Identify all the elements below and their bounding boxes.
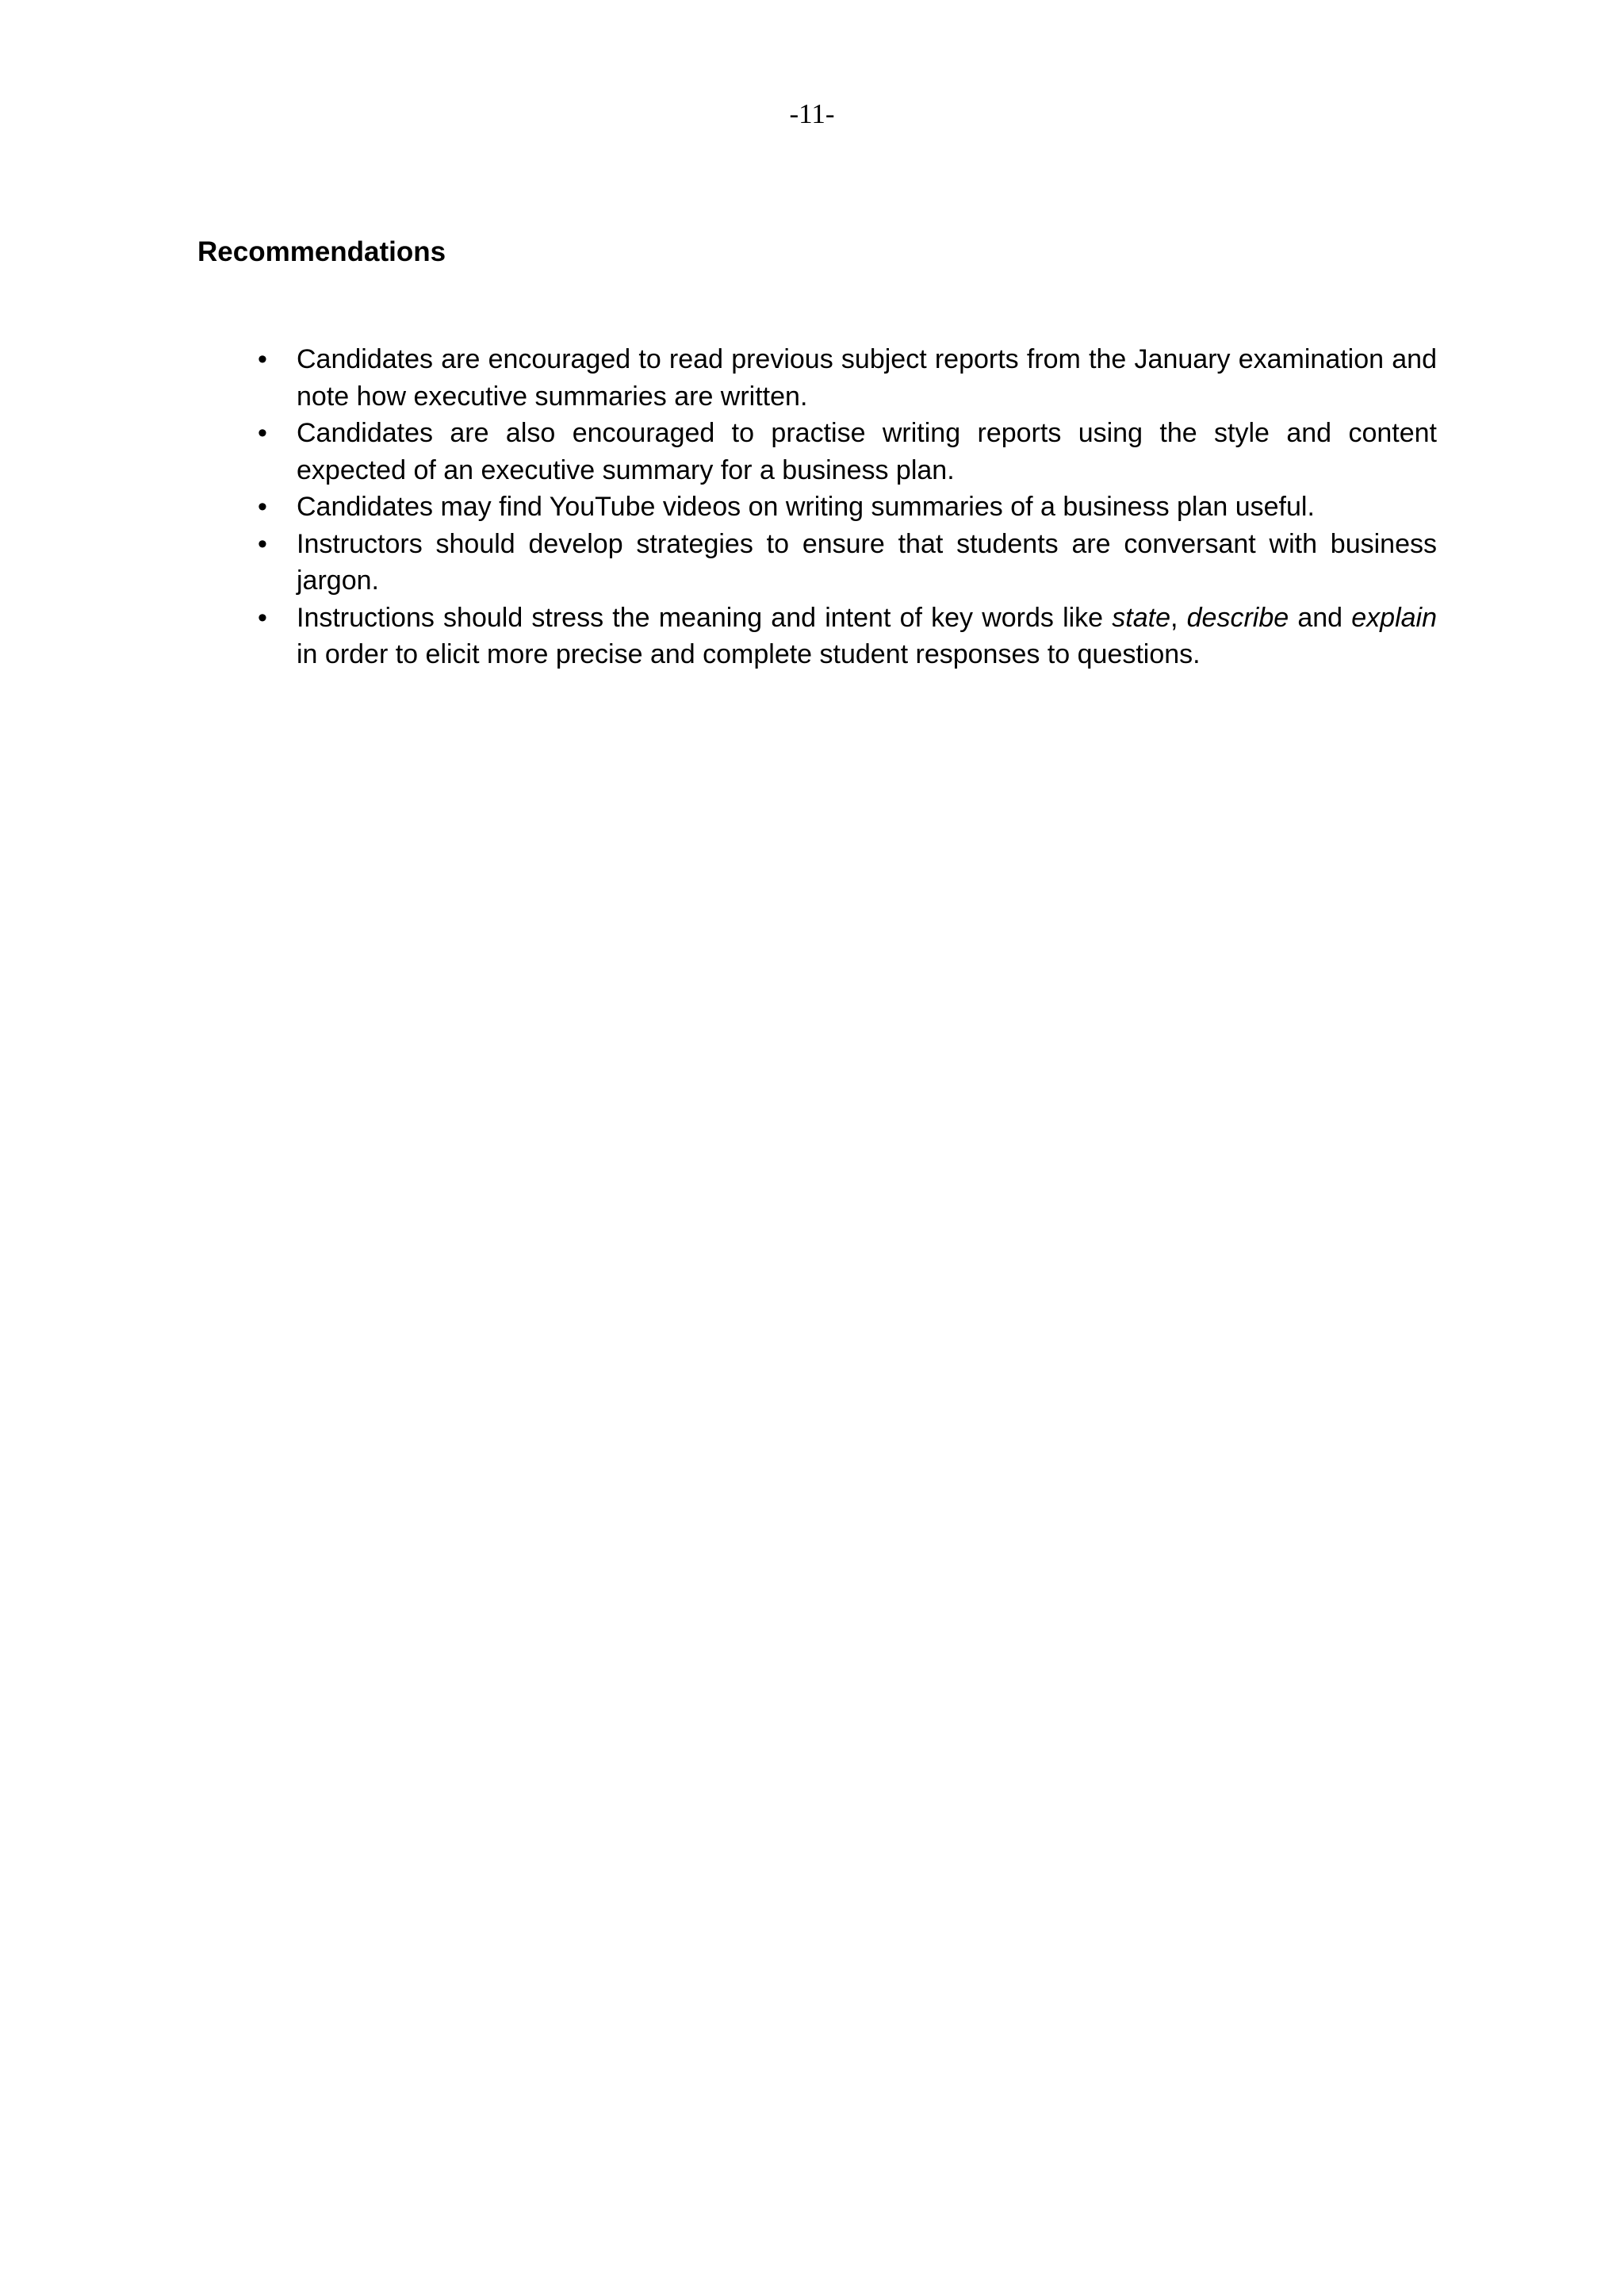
emphasis-state: state xyxy=(1112,602,1170,633)
section-heading: Recommendations xyxy=(197,236,446,267)
bullet-icon: • xyxy=(258,528,267,559)
list-item xyxy=(258,526,1437,600)
text-segment: Instructions should stress the meaning and intent of key words like xyxy=(297,602,1113,633)
page-number: -11- xyxy=(789,98,835,129)
list-item-text: Candidates are encouraged to read previous subject reports from the January examination and note how executive summaries are written. xyxy=(297,344,1437,412)
list-item-text: Candidates are also encouraged to practise writing reports using the style and content expected of an executive summary for a business plan. xyxy=(297,418,1437,485)
emphasis-describe: describe xyxy=(1186,602,1289,633)
emphasis-explain: explain xyxy=(1351,602,1437,633)
recommendations-list xyxy=(258,341,1437,673)
bullet-icon: • xyxy=(258,602,267,633)
list-item xyxy=(258,415,1437,489)
bullet-icon: • xyxy=(258,418,267,448)
list-item xyxy=(258,489,1437,526)
list-item xyxy=(258,341,1437,415)
text-segment: and xyxy=(1289,602,1352,633)
list-item-text xyxy=(297,603,1437,670)
bullet-icon: • xyxy=(258,344,267,374)
list-item-text: Instructors should develop strategies to ensure that students are conversant with business jargon. xyxy=(297,528,1437,596)
list-item xyxy=(258,600,1437,673)
bullet-icon: • xyxy=(258,492,267,522)
text-segment: , xyxy=(1170,602,1187,633)
list-item-text: Candidates may find YouTube videos on writing summaries of a business plan useful. xyxy=(297,492,1315,522)
text-segment: in order to elicit more precise and complete student responses to questions. xyxy=(297,639,1201,669)
